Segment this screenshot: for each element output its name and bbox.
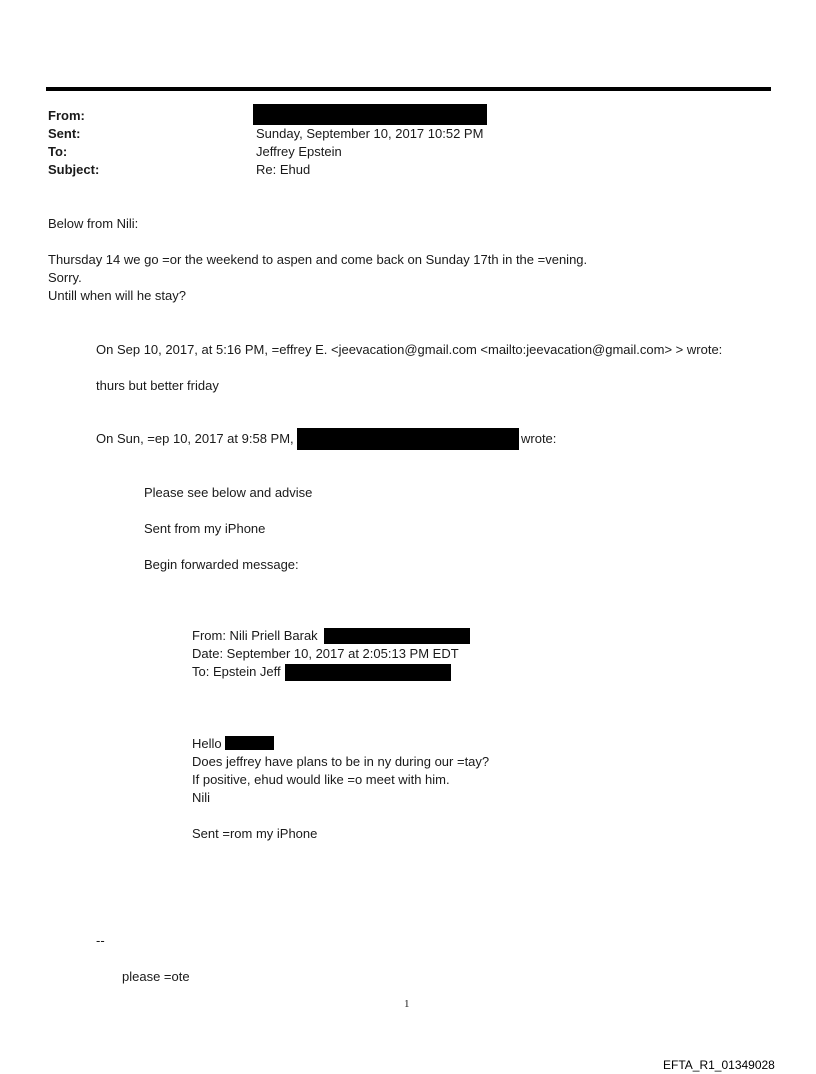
subject-value: Re: Ehud (256, 162, 311, 177)
header-rule (46, 87, 771, 91)
quote2-header-suffix: wrote: (521, 431, 557, 446)
quote2-line-1: Please see below and advise (144, 485, 313, 500)
quote2-line-3: Begin forwarded message: (144, 557, 299, 572)
body-intro: Below from Nili: (48, 216, 139, 231)
body-line-1: Thursday 14 we go =or the weekend to aspen and come back on Sunday 17th in the =vening. (48, 252, 588, 267)
quote2-line-2: Sent from my iPhone (144, 521, 266, 536)
forwarded-line-2: If positive, ehud would like =o meet with him. (192, 772, 450, 787)
redaction-forwarded-to (285, 664, 451, 681)
forwarded-sent: Sent =rom my iPhone (192, 826, 318, 841)
redaction-forwarded-from (324, 628, 470, 644)
from-label: From: (48, 108, 85, 123)
quote1-text: thurs but better friday (96, 378, 219, 393)
to-value: Jeffrey Epstein (256, 144, 342, 159)
subject-label: Subject: (48, 162, 100, 177)
body-line-3: Untill when will he stay? (48, 288, 187, 303)
forwarded-line-3: Nili (192, 790, 211, 805)
forwarded-from: From: Nili Priell Barak (192, 628, 318, 643)
forwarded-date: Date: September 10, 2017 at 2:05:13 PM EDT (192, 646, 459, 661)
redaction-from (253, 104, 487, 125)
to-label: To: (48, 144, 68, 159)
signature-dashes: -- (96, 933, 105, 948)
redaction-hello-name (225, 736, 274, 750)
signature-text: please =ote (122, 969, 190, 984)
sent-value: Sunday, September 10, 2017 10:52 PM (256, 126, 484, 141)
forwarded-line-1: Does jeffrey have plans to be in ny during our =tay? (192, 754, 490, 769)
quote2-header-prefix: On Sun, =ep 10, 2017 at 9:58 PM, (96, 431, 294, 446)
document-id: EFTA_R1_01349028 (663, 1058, 775, 1072)
quote1-header: On Sep 10, 2017, at 5:16 PM, =effrey E. <jeevacation@gmail.com <mailto:jeevacation@gmail.com> > wrote: (96, 342, 723, 357)
body-line-2: Sorry. (48, 270, 82, 285)
forwarded-hello: Hello (192, 736, 222, 751)
page-number: 1 (404, 998, 410, 1010)
sent-label: Sent: (48, 126, 81, 141)
redaction-quote2-sender (297, 428, 519, 450)
forwarded-to: To: Epstein Jeff (192, 664, 281, 679)
